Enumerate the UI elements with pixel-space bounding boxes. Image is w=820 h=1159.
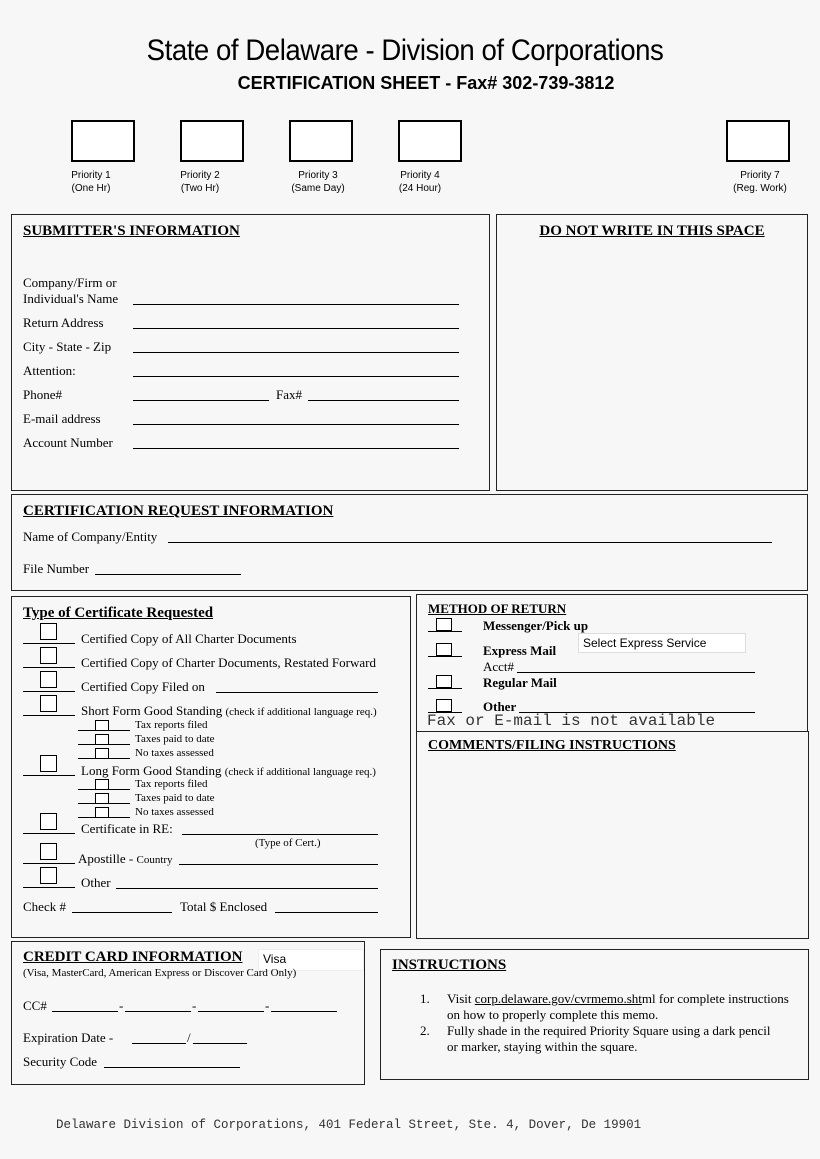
messenger-label: Messenger/Pick up xyxy=(483,618,589,633)
instruction-1-text: Visit corp.delaware.gov/cvrmemo.shtml for complete instructions xyxy=(447,991,789,1006)
regular-label: Regular Mail xyxy=(483,675,557,690)
charter-all-underline xyxy=(23,643,75,644)
account-line[interactable] xyxy=(133,448,459,449)
company-label-1: Company/Firm or xyxy=(23,275,117,290)
other-return-checkbox[interactable] xyxy=(436,699,452,712)
cert-in-re-checkbox[interactable] xyxy=(40,813,57,830)
total-line[interactable] xyxy=(275,912,378,913)
request-section xyxy=(11,494,808,591)
certificate-section xyxy=(11,596,411,938)
type-of-cert-label: (Type of Cert.) xyxy=(255,837,321,849)
short-tax-filed-label: Tax reports filed xyxy=(135,719,208,731)
credit-card-section xyxy=(11,941,365,1085)
long-tax-paid-label: Taxes paid to date xyxy=(135,792,215,804)
short-tax-paid-label: Taxes paid to date xyxy=(135,733,215,745)
card-type-select[interactable]: Visa xyxy=(258,949,364,971)
short-form-underline xyxy=(23,715,75,716)
company-name-line[interactable] xyxy=(133,304,459,305)
express-checkbox[interactable] xyxy=(436,643,452,656)
expiration-slash: / xyxy=(187,1030,191,1045)
security-line[interactable] xyxy=(104,1067,240,1068)
cert-in-re-line[interactable] xyxy=(182,834,378,835)
cc-dash-3: - xyxy=(265,998,270,1013)
comments-section xyxy=(416,731,809,939)
filed-on-checkbox[interactable] xyxy=(40,671,57,688)
city-state-zip-label: City - State - Zip xyxy=(23,339,112,354)
instructions-link[interactable]: corp.delaware.gov/cvrmemo.sht xyxy=(474,991,642,1006)
express-service-select[interactable]: Select Express Service xyxy=(578,633,746,653)
regular-underline xyxy=(428,688,462,689)
company-entity-label: Name of Company/Entity xyxy=(23,529,158,544)
page-subtitle: CERTIFICATION SHEET - Fax# 302-739-3812 xyxy=(237,73,615,93)
expiration-month-line[interactable] xyxy=(132,1043,186,1044)
other-checkbox[interactable] xyxy=(40,867,57,884)
office-use-section xyxy=(496,214,808,491)
cc-part-3[interactable] xyxy=(198,1011,264,1012)
priority-2-box[interactable] xyxy=(180,120,244,162)
attention-line[interactable] xyxy=(133,376,459,377)
apostille-country-line[interactable] xyxy=(179,864,378,865)
filed-on-underline xyxy=(23,691,75,692)
priority-2-label: Priority 2 (Two Hr) xyxy=(180,170,220,194)
filed-on-label: Certified Copy Filed on xyxy=(81,679,205,694)
priority-3-box[interactable] xyxy=(289,120,353,162)
cc-label: CC# xyxy=(23,998,47,1013)
short-tax-filed-checkbox[interactable] xyxy=(95,720,109,731)
page-title: State of Delaware - Division of Corporations xyxy=(146,34,664,67)
short-form-checkbox[interactable] xyxy=(40,695,57,712)
long-form-underline xyxy=(23,775,75,776)
express-underline xyxy=(428,656,462,657)
cc-part-1[interactable] xyxy=(52,1011,118,1012)
charter-restated-label: Certified Copy of Charter Documents, Restated Forward xyxy=(81,655,376,670)
instruction-2-line-2: or marker, staying within the square. xyxy=(447,1039,638,1054)
messenger-checkbox[interactable] xyxy=(436,618,452,631)
expiration-label: Expiration Date - xyxy=(23,1030,114,1045)
request-heading: CERTIFICATION REQUEST INFORMATION xyxy=(23,503,334,519)
instruction-1-line-2: on how to properly complete this memo. xyxy=(447,1007,659,1022)
return-method-heading: METHOD OF RETURN xyxy=(428,601,567,616)
acct-label: Acct# xyxy=(483,659,515,674)
file-number-line[interactable] xyxy=(95,574,241,575)
cert-in-re-underline xyxy=(23,833,75,834)
charter-all-checkbox[interactable] xyxy=(40,623,57,640)
instructions-heading: INSTRUCTIONS xyxy=(392,957,507,973)
submitter-section xyxy=(11,214,490,491)
footer-address: Delaware Division of Corporations, 401 Federal Street, Ste. 4, Dover, De 19901 xyxy=(56,1118,642,1132)
long-tax-paid-checkbox[interactable] xyxy=(95,793,109,804)
long-tax-filed-label: Tax reports filed xyxy=(135,778,208,790)
short-no-taxes-label: No taxes assessed xyxy=(135,747,214,759)
messenger-underline xyxy=(428,631,462,632)
acct-line[interactable] xyxy=(517,672,755,673)
cc-part-2[interactable] xyxy=(125,1011,191,1012)
other-label: Other xyxy=(81,875,111,890)
city-state-zip-line[interactable] xyxy=(133,352,459,353)
apostille-label: Apostille - Country xyxy=(78,851,173,866)
short-tax-paid-checkbox[interactable] xyxy=(95,734,109,745)
expiration-year-line[interactable] xyxy=(193,1043,247,1044)
security-label: Security Code xyxy=(23,1054,98,1069)
long-tax-filed-checkbox[interactable] xyxy=(95,779,109,790)
long-no-taxes-checkbox[interactable] xyxy=(95,807,109,818)
certificate-heading: Type of Certificate Requested xyxy=(23,605,214,621)
check-line[interactable] xyxy=(72,912,172,913)
fax-line[interactable] xyxy=(308,400,459,401)
instruction-2-number: 2. xyxy=(420,1023,430,1038)
return-address-label: Return Address xyxy=(23,315,104,330)
instructions-section xyxy=(380,949,809,1080)
filed-on-line[interactable] xyxy=(216,692,378,693)
priority-1-box[interactable] xyxy=(71,120,135,162)
apostille-underline xyxy=(23,863,75,864)
fax-label: Fax# xyxy=(276,387,302,402)
priority-1-label: Priority 1 (One Hr) xyxy=(71,170,111,194)
other-line[interactable] xyxy=(116,888,378,889)
short-form-label: Short Form Good Standing (check if additional language req.) xyxy=(81,703,377,718)
check-label: Check # xyxy=(23,899,66,914)
other-return-label: Other xyxy=(483,699,517,714)
priority-4-box[interactable] xyxy=(398,120,462,162)
submitter-heading: SUBMITTER'S INFORMATION xyxy=(23,223,240,239)
charter-restated-checkbox[interactable] xyxy=(40,647,57,664)
charter-all-label: Certified Copy of All Charter Documents xyxy=(81,631,297,646)
attention-label: Attention: xyxy=(23,363,76,378)
return-address-line[interactable] xyxy=(133,328,459,329)
fax-email-notice: Fax or E-mail is not available xyxy=(427,712,716,730)
apostille-checkbox[interactable] xyxy=(40,843,57,860)
priority-3-label: Priority 3 (Same Day) xyxy=(291,170,345,194)
short-no-taxes-checkbox[interactable] xyxy=(95,748,109,759)
credit-card-heading: CREDIT CARD INFORMATION xyxy=(23,949,243,965)
company-label-2: Individual's Name xyxy=(23,291,119,306)
long-form-label: Long Form Good Standing (check if additional language req.) xyxy=(81,763,376,778)
cc-dash-2: - xyxy=(192,998,197,1013)
other-underline xyxy=(23,887,75,888)
instruction-2-text: Fully shade in the required Priority Square using a dark pencil xyxy=(447,1023,771,1038)
comments-heading: COMMENTS/FILING INSTRUCTIONS xyxy=(428,738,676,753)
priority-7-box[interactable] xyxy=(726,120,790,162)
cert-in-re-label: Certificate in RE: xyxy=(81,821,173,836)
phone-line[interactable] xyxy=(133,400,269,401)
long-no-taxes-label: No taxes assessed xyxy=(135,806,214,818)
email-line[interactable] xyxy=(133,424,459,425)
cc-dash-1: - xyxy=(119,998,124,1013)
instruction-1-number: 1. xyxy=(420,991,430,1006)
file-number-label: File Number xyxy=(23,561,90,576)
return-method-section xyxy=(416,594,808,732)
priority-4-label: Priority 4 (24 Hour) xyxy=(398,170,442,194)
express-label: Express Mail xyxy=(483,643,557,658)
regular-checkbox[interactable] xyxy=(436,675,452,688)
phone-label: Phone# xyxy=(23,387,62,402)
accepted-cards-label: (Visa, MasterCard, American Express or Discover Card Only) xyxy=(23,967,297,979)
office-use-heading: DO NOT WRITE IN THIS SPACE xyxy=(539,223,765,239)
cc-part-4[interactable] xyxy=(271,1011,337,1012)
company-entity-line[interactable] xyxy=(168,542,772,543)
total-label: Total $ Enclosed xyxy=(180,899,268,914)
email-label: E-mail address xyxy=(23,411,101,426)
account-label: Account Number xyxy=(23,435,113,450)
priority-7-label: Priority 7 (Reg. Work) xyxy=(733,170,787,194)
charter-restated-underline xyxy=(23,667,75,668)
long-form-checkbox[interactable] xyxy=(40,755,57,772)
